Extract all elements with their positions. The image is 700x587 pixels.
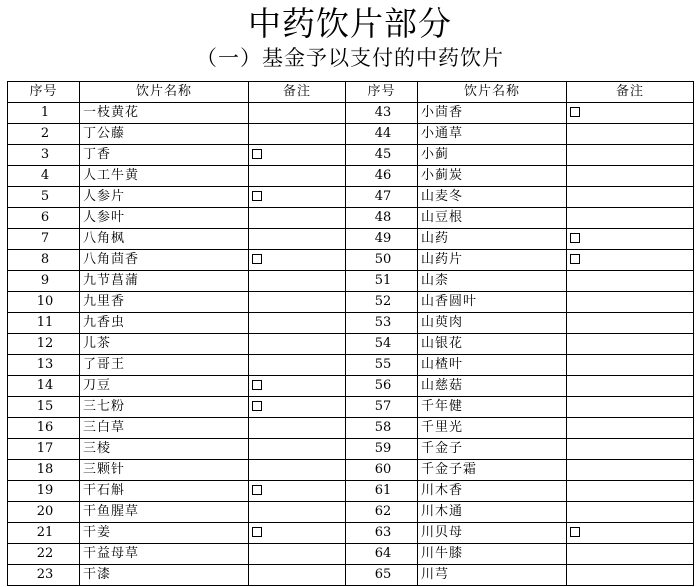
- row-index: 58: [346, 418, 418, 439]
- checkbox-square-icon: [252, 485, 262, 495]
- page-subtitle: （一）基金予以支付的中药饮片: [196, 46, 504, 70]
- note-cell: [567, 166, 694, 187]
- note-cell: [249, 544, 346, 565]
- note-cell: [567, 397, 694, 418]
- note-cell: [567, 481, 694, 502]
- herb-name: 了哥王: [80, 355, 249, 376]
- herb-name: 丁公藤: [80, 124, 249, 145]
- herb-name: 川木通: [418, 502, 567, 523]
- herb-name: 山药: [418, 229, 567, 250]
- herb-name: 山楂叶: [418, 355, 567, 376]
- note-cell: [567, 124, 694, 145]
- table-row: [8, 208, 694, 229]
- row-index: 59: [346, 439, 418, 460]
- row-index: 4: [8, 166, 80, 187]
- herb-name: 川木香: [418, 481, 567, 502]
- herb-name: 小通草: [418, 124, 567, 145]
- table-row: [8, 565, 694, 586]
- note-cell: [249, 376, 346, 397]
- row-index: 5: [8, 187, 80, 208]
- header-index-right: 序号: [346, 82, 418, 103]
- note-cell: [249, 334, 346, 355]
- herb-name: 九香虫: [80, 313, 249, 334]
- header-index-left: 序号: [8, 82, 80, 103]
- note-cell: [567, 292, 694, 313]
- row-index: 60: [346, 460, 418, 481]
- note-cell: [249, 565, 346, 586]
- row-index: 44: [346, 124, 418, 145]
- note-cell: [249, 103, 346, 124]
- checkbox-square-icon: [252, 380, 262, 390]
- herb-name: 千里光: [418, 418, 567, 439]
- row-index: 61: [346, 481, 418, 502]
- table-row: [8, 397, 694, 418]
- header-note-left: 备注: [249, 82, 346, 103]
- row-index: 7: [8, 229, 80, 250]
- note-cell: [567, 313, 694, 334]
- herb-name: 人参叶: [80, 208, 249, 229]
- note-cell: [567, 250, 694, 271]
- note-cell: [567, 187, 694, 208]
- row-index: 10: [8, 292, 80, 313]
- note-cell: [567, 565, 694, 586]
- herb-name: 干鱼腥草: [80, 502, 249, 523]
- herb-name: 川牛膝: [418, 544, 567, 565]
- table-row: [8, 271, 694, 292]
- row-index: 6: [8, 208, 80, 229]
- note-cell: [249, 229, 346, 250]
- table-row: [8, 376, 694, 397]
- row-index: 14: [8, 376, 80, 397]
- checkbox-square-icon: [570, 107, 580, 117]
- note-cell: [567, 523, 694, 544]
- table-row: [8, 313, 694, 334]
- note-cell: [567, 355, 694, 376]
- note-cell: [249, 166, 346, 187]
- row-index: 23: [8, 565, 80, 586]
- herb-name: 山麦冬: [418, 187, 567, 208]
- row-index: 63: [346, 523, 418, 544]
- row-index: 17: [8, 439, 80, 460]
- herb-name: 人参片: [80, 187, 249, 208]
- herb-name: 山柰: [418, 271, 567, 292]
- table-row: [8, 418, 694, 439]
- note-cell: [249, 460, 346, 481]
- herb-name: 三白草: [80, 418, 249, 439]
- note-cell: [249, 313, 346, 334]
- row-index: 13: [8, 355, 80, 376]
- checkbox-square-icon: [252, 149, 262, 159]
- note-cell: [249, 145, 346, 166]
- table-row: [8, 124, 694, 145]
- herb-name: 儿茶: [80, 334, 249, 355]
- row-index: 11: [8, 313, 80, 334]
- row-index: 1: [8, 103, 80, 124]
- row-index: 15: [8, 397, 80, 418]
- note-cell: [249, 187, 346, 208]
- checkbox-square-icon: [252, 527, 262, 537]
- table-row: [8, 166, 694, 187]
- table-row: [8, 145, 694, 166]
- herb-name: 川芎: [418, 565, 567, 586]
- note-cell: [567, 439, 694, 460]
- note-cell: [567, 460, 694, 481]
- note-cell: [249, 502, 346, 523]
- herb-name: 小蓟: [418, 145, 567, 166]
- table-row: [8, 460, 694, 481]
- table-row: [8, 502, 694, 523]
- header-name-left: 饮片名称: [80, 82, 249, 103]
- note-cell: [567, 145, 694, 166]
- table-row: [8, 355, 694, 376]
- note-cell: [567, 418, 694, 439]
- row-index: 3: [8, 145, 80, 166]
- note-cell: [567, 502, 694, 523]
- checkbox-square-icon: [570, 254, 580, 264]
- note-cell: [249, 250, 346, 271]
- herb-name: 一枝黄花: [80, 103, 249, 124]
- herb-name: 丁香: [80, 145, 249, 166]
- row-index: 50: [346, 250, 418, 271]
- herb-name: 干漆: [80, 565, 249, 586]
- note-cell: [567, 544, 694, 565]
- checkbox-square-icon: [570, 527, 580, 537]
- herb-name: 干石斛: [80, 481, 249, 502]
- note-cell: [567, 208, 694, 229]
- row-index: 47: [346, 187, 418, 208]
- table-row: [8, 523, 694, 544]
- note-cell: [249, 397, 346, 418]
- herb-name: 九里香: [80, 292, 249, 313]
- herb-name: 干益母草: [80, 544, 249, 565]
- herb-name: 干姜: [80, 523, 249, 544]
- note-cell: [249, 481, 346, 502]
- table-row: [8, 250, 694, 271]
- row-index: 49: [346, 229, 418, 250]
- row-index: 19: [8, 481, 80, 502]
- herb-name: 山药片: [418, 250, 567, 271]
- herb-name: 八角枫: [80, 229, 249, 250]
- herb-name: 千年健: [418, 397, 567, 418]
- herb-name: 三颗针: [80, 460, 249, 481]
- row-index: 20: [8, 502, 80, 523]
- row-index: 2: [8, 124, 80, 145]
- note-cell: [249, 355, 346, 376]
- note-cell: [249, 124, 346, 145]
- row-index: 45: [346, 145, 418, 166]
- table-row: [8, 187, 694, 208]
- row-index: 55: [346, 355, 418, 376]
- row-index: 64: [346, 544, 418, 565]
- note-cell: [249, 292, 346, 313]
- row-index: 65: [346, 565, 418, 586]
- row-index: 18: [8, 460, 80, 481]
- table-row: [8, 103, 694, 124]
- table-row: [8, 544, 694, 565]
- row-index: 57: [346, 397, 418, 418]
- note-cell: [249, 418, 346, 439]
- row-index: 21: [8, 523, 80, 544]
- table-row: [8, 481, 694, 502]
- note-cell: [249, 523, 346, 544]
- table-row: [8, 229, 694, 250]
- herb-name: 八角茴香: [80, 250, 249, 271]
- note-cell: [567, 334, 694, 355]
- herb-table: [7, 81, 694, 586]
- table-header-row: [8, 82, 694, 103]
- note-cell: [567, 103, 694, 124]
- checkbox-square-icon: [252, 401, 262, 411]
- row-index: 48: [346, 208, 418, 229]
- herb-name: 山香圆叶: [418, 292, 567, 313]
- note-cell: [567, 376, 694, 397]
- herb-name: 九节菖蒲: [80, 271, 249, 292]
- herb-name: 小茴香: [418, 103, 567, 124]
- row-index: 8: [8, 250, 80, 271]
- herb-name: 刀豆: [80, 376, 249, 397]
- herb-name: 千金子: [418, 439, 567, 460]
- row-index: 51: [346, 271, 418, 292]
- herb-name: 山萸肉: [418, 313, 567, 334]
- page-title: 中药饮片部分: [248, 4, 452, 43]
- herb-name: 三棱: [80, 439, 249, 460]
- row-index: 43: [346, 103, 418, 124]
- herb-name: 小蓟炭: [418, 166, 567, 187]
- checkbox-square-icon: [252, 254, 262, 264]
- row-index: 46: [346, 166, 418, 187]
- row-index: 16: [8, 418, 80, 439]
- herb-name: 千金子霜: [418, 460, 567, 481]
- herb-name: 山银花: [418, 334, 567, 355]
- checkbox-square-icon: [570, 233, 580, 243]
- note-cell: [567, 229, 694, 250]
- note-cell: [249, 271, 346, 292]
- row-index: 53: [346, 313, 418, 334]
- row-index: 54: [346, 334, 418, 355]
- row-index: 52: [346, 292, 418, 313]
- herb-name: 山慈菇: [418, 376, 567, 397]
- row-index: 62: [346, 502, 418, 523]
- row-index: 12: [8, 334, 80, 355]
- row-index: 22: [8, 544, 80, 565]
- table-body: [8, 103, 694, 586]
- note-cell: [567, 271, 694, 292]
- herb-name: 三七粉: [80, 397, 249, 418]
- row-index: 56: [346, 376, 418, 397]
- table-row: [8, 334, 694, 355]
- herb-name: 人工牛黄: [80, 166, 249, 187]
- table-row: [8, 292, 694, 313]
- checkbox-square-icon: [252, 191, 262, 201]
- row-index: 9: [8, 271, 80, 292]
- herb-name: 山豆根: [418, 208, 567, 229]
- note-cell: [249, 439, 346, 460]
- note-cell: [249, 208, 346, 229]
- header-note-right: 备注: [567, 82, 694, 103]
- herb-name: 川贝母: [418, 523, 567, 544]
- header-name-right: 饮片名称: [418, 82, 567, 103]
- table-row: [8, 439, 694, 460]
